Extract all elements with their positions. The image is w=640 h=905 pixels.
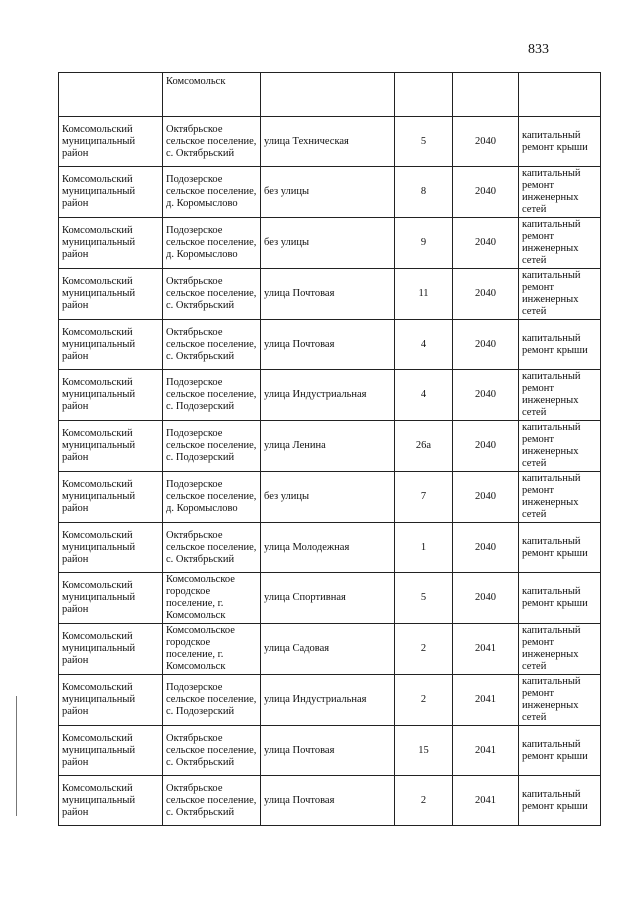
table-row	[59, 320, 601, 370]
cell-street: улица Почтовая	[261, 269, 395, 320]
cell-year: 2040	[453, 269, 519, 320]
cell-settlement: Октябрьское сельское поселение, с. Октябрьский	[163, 776, 261, 826]
cell-district	[59, 73, 163, 117]
cell-street: улица Техническая	[261, 117, 395, 167]
cell-work: капитальный ремонт инженерных сетей	[519, 675, 601, 726]
cell-district: Комсомольский муниципальный район	[59, 776, 163, 826]
cell-district: Комсомольский муниципальный район	[59, 370, 163, 421]
cell-house: 26а	[395, 421, 453, 472]
cell-year: 2040	[453, 370, 519, 421]
cell-street: без улицы	[261, 167, 395, 218]
cell-street: улица Молодежная	[261, 523, 395, 573]
cell-house: 2	[395, 776, 453, 826]
table-row	[59, 624, 601, 675]
cell-street: улица Индустриальная	[261, 675, 395, 726]
cell-street: улица Индустриальная	[261, 370, 395, 421]
cell-district: Комсомольский муниципальный район	[59, 421, 163, 472]
cell-street: улица Почтовая	[261, 776, 395, 826]
table-row	[59, 573, 601, 624]
cell-settlement: Комсомольское городское поселение, г. Комсомольск	[163, 624, 261, 675]
cell-house: 15	[395, 726, 453, 776]
table-row	[59, 675, 601, 726]
table-row	[59, 726, 601, 776]
registry-table	[58, 72, 601, 826]
cell-settlement: Подозерское сельское поселение, д. Коромыслово	[163, 167, 261, 218]
cell-district: Комсомольский муниципальный район	[59, 117, 163, 167]
cell-year: 2040	[453, 117, 519, 167]
cell-year: 2040	[453, 421, 519, 472]
cell-street: улица Почтовая	[261, 320, 395, 370]
cell-year: 2041	[453, 675, 519, 726]
cell-year: 2040	[453, 167, 519, 218]
cell-settlement: Октябрьское сельское поселение, с. Октябрьский	[163, 523, 261, 573]
cell-settlement: Подозерское сельское поселение, с. Подозерский	[163, 675, 261, 726]
cell-year: 2041	[453, 776, 519, 826]
cell-settlement: Подозерское сельское поселение, с. Подозерский	[163, 421, 261, 472]
cell-year: 2041	[453, 726, 519, 776]
cell-district: Комсомольский муниципальный район	[59, 624, 163, 675]
cell-year: 2041	[453, 624, 519, 675]
cell-street	[261, 73, 395, 117]
cell-district: Комсомольский муниципальный район	[59, 269, 163, 320]
cell-work: капитальный ремонт крыши	[519, 776, 601, 826]
cell-street: улица Спортивная	[261, 573, 395, 624]
cell-district: Комсомольский муниципальный район	[59, 573, 163, 624]
cell-work: капитальный ремонт инженерных сетей	[519, 269, 601, 320]
table-row	[59, 218, 601, 269]
cell-settlement: Октябрьское сельское поселение, с. Октябрьский	[163, 269, 261, 320]
cell-year: 2040	[453, 523, 519, 573]
table-row	[59, 269, 601, 320]
cell-house: 2	[395, 624, 453, 675]
cell-house: 4	[395, 370, 453, 421]
cell-house: 8	[395, 167, 453, 218]
margin-mark	[16, 696, 17, 816]
cell-year: 2040	[453, 320, 519, 370]
cell-settlement: Октябрьское сельское поселение, с. Октябрьский	[163, 726, 261, 776]
cell-house: 11	[395, 269, 453, 320]
cell-work: капитальный ремонт крыши	[519, 523, 601, 573]
cell-settlement: Подозерское сельское поселение, с. Подозерский	[163, 370, 261, 421]
cell-settlement: Комсомольское городское поселение, г. Комсомольск	[163, 573, 261, 624]
cell-district: Комсомольский муниципальный район	[59, 726, 163, 776]
cell-work: капитальный ремонт инженерных сетей	[519, 218, 601, 269]
cell-district: Комсомольский муниципальный район	[59, 675, 163, 726]
cell-work: капитальный ремонт крыши	[519, 726, 601, 776]
cell-work: капитальный ремонт инженерных сетей	[519, 370, 601, 421]
table-row	[59, 776, 601, 826]
cell-work: капитальный ремонт инженерных сетей	[519, 421, 601, 472]
cell-district: Комсомольский муниципальный район	[59, 523, 163, 573]
cell-year: 2040	[453, 472, 519, 523]
cell-house: 2	[395, 675, 453, 726]
cell-street: без улицы	[261, 472, 395, 523]
table-row-continued	[59, 73, 601, 117]
cell-work: капитальный ремонт крыши	[519, 320, 601, 370]
table-row	[59, 523, 601, 573]
cell-house: 7	[395, 472, 453, 523]
table-row	[59, 370, 601, 421]
cell-year: 2040	[453, 573, 519, 624]
cell-district: Комсомольский муниципальный район	[59, 472, 163, 523]
cell-settlement: Подозерское сельское поселение, д. Коромыслово	[163, 472, 261, 523]
table-row	[59, 421, 601, 472]
cell-street: улица Почтовая	[261, 726, 395, 776]
table-row	[59, 472, 601, 523]
registry-table-body	[59, 73, 601, 826]
cell-work: капитальный ремонт инженерных сетей	[519, 167, 601, 218]
page-number: 833	[528, 42, 549, 57]
cell-house: 9	[395, 218, 453, 269]
cell-year: 2040	[453, 218, 519, 269]
cell-work: капитальный ремонт инженерных сетей	[519, 624, 601, 675]
cell-work: капитальный ремонт инженерных сетей	[519, 472, 601, 523]
cell-street: улица Садовая	[261, 624, 395, 675]
cell-house: 1	[395, 523, 453, 573]
cell-settlement: Октябрьское сельское поселение, с. Октябрьский	[163, 320, 261, 370]
cell-settlement: Октябрьское сельское поселение, с. Октябрьский	[163, 117, 261, 167]
cell-house: 5	[395, 117, 453, 167]
cell-house	[395, 73, 453, 117]
cell-house: 5	[395, 573, 453, 624]
cell-settlement: Подозерское сельское поселение, д. Коромыслово	[163, 218, 261, 269]
cell-work	[519, 73, 601, 117]
cell-work: капитальный ремонт крыши	[519, 117, 601, 167]
cell-district: Комсомольский муниципальный район	[59, 218, 163, 269]
table-row	[59, 117, 601, 167]
cell-street: без улицы	[261, 218, 395, 269]
table-row	[59, 167, 601, 218]
cell-district: Комсомольский муниципальный район	[59, 320, 163, 370]
cell-year	[453, 73, 519, 117]
cell-house: 4	[395, 320, 453, 370]
cell-district: Комсомольский муниципальный район	[59, 167, 163, 218]
cell-work: капитальный ремонт крыши	[519, 573, 601, 624]
cell-settlement: Комсомольск	[163, 73, 261, 117]
cell-street: улица Ленина	[261, 421, 395, 472]
